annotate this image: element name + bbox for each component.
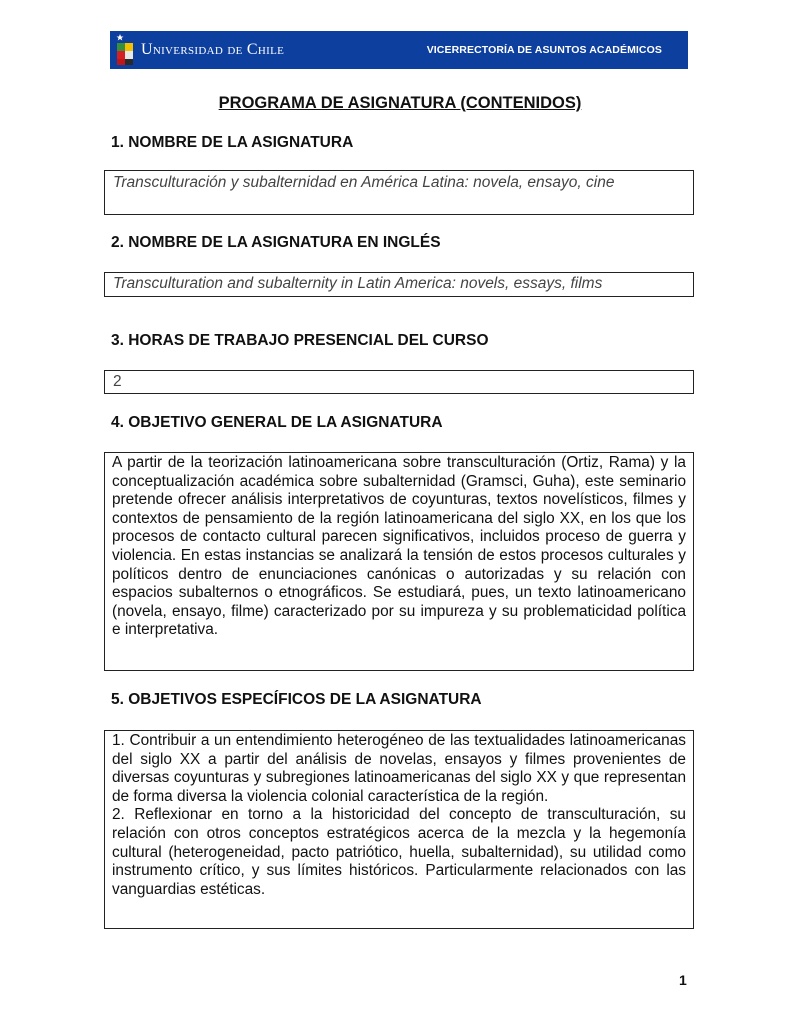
section-5-box — [104, 730, 694, 929]
section-1-box — [104, 170, 694, 215]
specific-objective-item: 2. Reflexionar en torno a la historicidad del concepto de transculturación, su relación con otros conceptos estratégicos acerca de la mezcla y la hegemonía cultural (heterogeneidad, pacto patriótico, huella, subalternidad), su utilidad como instrumento crítico, y sus límites históricos. Particularmente relacionados con las vanguardias estéticas. — [112, 806, 686, 898]
section-3-heading: 3. HORAS DE TRABAJO PRESENCIAL DEL CURSO — [111, 332, 489, 349]
course-name-english: Transculturation and subalternity in Latin America: novels, essays, films — [113, 275, 603, 292]
page-number: 1 — [679, 972, 687, 988]
section-2-heading: 2. NOMBRE DE LA ASIGNATURA EN INGLÉS — [111, 234, 441, 251]
section-4-heading: 4. OBJETIVO GENERAL DE LA ASIGNATURA — [111, 414, 443, 431]
section-3-box — [104, 370, 694, 394]
university-logo-icon — [116, 34, 134, 66]
specific-objective-item: 1. Contribuir a un entendimiento heterogéneo de las textualidades latinoamericanas del siglo XX a partir del análisis de novelas, ensayos y filmes provenientes de diversas coyunturas y subregiones latinoamericanas del siglo XX y que representan de forma diversa la violencia colonial característica de la región. — [112, 732, 686, 805]
section-2-box — [104, 272, 694, 297]
department-name: VICERRECTORÍA DE ASUNTOS ACADÉMICOS — [426, 44, 662, 56]
general-objective-text: A partir de la teorización latinoamericana sobre transculturación (Ortiz, Rama) y la conceptualización académica sobre subalternidad (Gramsci, Guha), este seminario pretende ofrecer análisis interpretativos de coyunturas, textos novelísticos, filmes y contextos de pensamiento de la región latinoamericana del siglo XX, en los que los procesos de contacto cultural parecen significativos, incluidos proceso de guerra y violencia. En estas instancias se analizará la tensión de estos procesos culturales y políticos dentro de enunciaciones canónicas o autorizadas y su relación con espacios subalternos o etnográficos. Se estudiará, pues, un texto latinoamericano (novela, ensayo, filme) caracterizado por su impureza y su problematicidad política e interpretativa. — [112, 454, 686, 639]
contact-hours-value: 2 — [113, 373, 122, 390]
section-1-heading: 1. NOMBRE DE LA ASIGNATURA — [111, 134, 354, 151]
section-5-heading: 5. OBJETIVOS ESPECÍFICOS DE LA ASIGNATURA — [111, 691, 482, 708]
header-banner — [110, 31, 688, 69]
section-4-box — [104, 452, 694, 671]
university-name: Universidad de Chile — [141, 41, 285, 58]
course-name-spanish: Transculturación y subalternidad en América Latina: novela, ensayo, cine — [113, 174, 615, 191]
document-title: PROGRAMA DE ASIGNATURA (CONTENIDOS) — [218, 94, 582, 112]
